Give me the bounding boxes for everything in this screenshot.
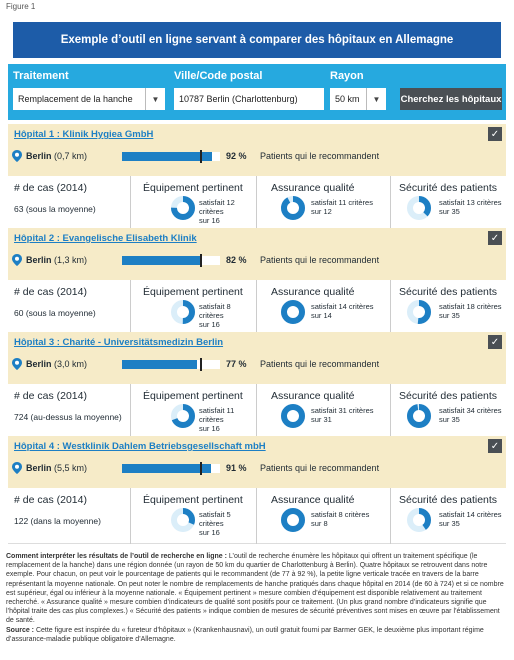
equipment-column (130, 384, 256, 440)
quality-criteria (311, 510, 369, 528)
chevron-down-icon[interactable]: ▼ (366, 88, 386, 110)
checkbox-checked-icon[interactable]: ✓ (488, 127, 502, 141)
recommend-bar-fill (122, 256, 202, 265)
equipment-criteria-line2: sur 16 (199, 424, 220, 433)
safety-column (390, 488, 506, 544)
criteria-donut (407, 404, 431, 428)
criteria-donut (171, 404, 195, 428)
page-title: Exemple d’outil en ligne servant à comparer des hôpitaux en Allemagne (60, 34, 454, 46)
hospital-metrics (8, 176, 506, 232)
hospital-city: Berlin (26, 255, 52, 265)
quality-criteria-line2: sur 8 (311, 519, 328, 528)
recommend-bar (122, 360, 220, 369)
search-hospitals-button[interactable] (400, 88, 502, 110)
quality-criteria-line1: satisfait 31 critères (311, 406, 374, 415)
equipment-criteria (199, 510, 256, 537)
recommend-percent: 92 % (226, 151, 247, 161)
checkbox-checked-icon[interactable]: ✓ (488, 335, 502, 349)
recommend-label: Patients qui le recommandent (260, 359, 380, 369)
chevron-down-icon[interactable]: ▼ (145, 88, 165, 110)
equipment-title: Équipement pertinent (143, 286, 243, 298)
recommend-percent: 91 % (226, 463, 247, 473)
safety-criteria (439, 198, 502, 216)
hospital-header (8, 332, 506, 384)
recommend-percent: 77 % (226, 359, 247, 369)
hospital-distance: (0,7 km) (54, 151, 88, 161)
radius-select[interactable] (330, 88, 366, 110)
equipment-criteria-line1: satisfait 5 critères (199, 510, 231, 528)
cases-title: # de cas (2014) (14, 286, 87, 298)
safety-criteria (439, 406, 502, 424)
hospital-header (8, 124, 506, 176)
hospital-header (8, 436, 506, 488)
cases-column (8, 176, 130, 232)
hospital-card (8, 436, 506, 544)
national-average-marker (200, 254, 202, 267)
city-value: 10787 Berlin (Charlottenburg) (179, 94, 298, 104)
hospital-location (26, 463, 87, 473)
safety-column (390, 384, 506, 440)
recommend-label: Patients qui le recommandent (260, 151, 380, 161)
hospital-header (8, 228, 506, 280)
hospital-name-link[interactable]: Hôpital 4 : Westklinik Dahlem Betriebsgesellschaft mbH (14, 441, 266, 452)
cases-value: 122 (dans la moyenne) (14, 516, 101, 526)
equipment-title: Équipement pertinent (143, 390, 243, 402)
hospital-card (8, 332, 506, 440)
criteria-donut (407, 196, 431, 220)
safety-title: Sécurité des patients (399, 286, 498, 298)
figure-label: Figure 1 (6, 2, 36, 11)
note-body: L’outil de recherche énumère les hôpitaux qui offrent un traitement spécifique (le remplacement de la hanche) dans une région donnée (un rayon de 50 km du quartier de Charlottenburg à Berlin). Quatre hôpitaux se retrouvent dans notre exemple. Pour chacun, on peut voir le pourcentage de patients qui le recommandent (de 77 à 92 %), la petite ligne verticale tracée en travers de la barre représentant la moyenne nationale. On peut noter le nombre de remplacements de hanche pratiqués dans chaque hôpital en 2014 (de 60 à 724) et si ce nombre est supérieur, égal ou inférieur à la moyenne nationale. « Équipement pertinent » mesure combien d’équipement est disponible relativement au traitement recherché. « Assurance qualité » mesure combien d’indicateurs de qualité sont positifs pour ce traitement. (Un plus grand nombre d’indicateurs signifie que l’hôpital traite des cas plus complexes.) « Sécurité des patients » indique combien de mesures de sécurité préventives sont mises en œuvre par l’établissement de santé. (6, 553, 504, 625)
safety-criteria (439, 302, 502, 320)
recommend-label: Patients qui le recommandent (260, 463, 380, 473)
national-average-marker (200, 150, 202, 163)
hospital-distance: (5,5 km) (54, 463, 88, 473)
criteria-donut (407, 508, 431, 532)
treatment-select[interactable] (13, 88, 145, 110)
quality-column (256, 280, 390, 336)
hospital-metrics (8, 280, 506, 336)
radius-value: 50 km (335, 94, 360, 104)
equipment-column (130, 488, 256, 544)
city-label: Ville/Code postal (174, 70, 263, 82)
safety-criteria-line2: sur 35 (439, 207, 460, 216)
safety-title: Sécurité des patients (399, 494, 498, 506)
criteria-donut (281, 508, 305, 532)
quality-title: Assurance qualité (271, 182, 355, 194)
note-heading: Comment interpréter les résultats de l’outil de recherche en ligne : (6, 553, 227, 560)
quality-criteria-line1: satisfait 14 critères (311, 302, 374, 311)
national-average-marker (200, 358, 202, 371)
quality-criteria (311, 198, 373, 216)
checkbox-checked-icon[interactable]: ✓ (488, 231, 502, 245)
safety-title: Sécurité des patients (399, 182, 498, 194)
cases-title: # de cas (2014) (14, 390, 87, 402)
recommend-bar-fill (122, 152, 212, 161)
criteria-donut (407, 300, 431, 324)
quality-column (256, 488, 390, 544)
hospital-metrics (8, 488, 506, 544)
hospital-distance: (3,0 km) (54, 359, 88, 369)
safety-column (390, 280, 506, 336)
safety-criteria-line1: satisfait 13 critères (439, 198, 502, 207)
hospital-card (8, 228, 506, 336)
cases-title: # de cas (2014) (14, 494, 87, 506)
hospital-name-link[interactable]: Hôpital 3 : Charité - Universitätsmedizin Berlin (14, 337, 224, 348)
national-average-marker (200, 462, 202, 475)
recommend-bar-fill (122, 360, 197, 369)
quality-criteria (311, 406, 374, 424)
location-pin-icon (12, 254, 22, 266)
cases-column (8, 488, 130, 544)
quality-title: Assurance qualité (271, 494, 355, 506)
safety-criteria-line2: sur 35 (439, 415, 460, 424)
criteria-donut (171, 300, 195, 324)
equipment-column (130, 176, 256, 232)
cases-column (8, 280, 130, 336)
hospital-city: Berlin (26, 463, 52, 473)
safety-criteria-line1: satisfait 18 critères (439, 302, 502, 311)
treatment-value: Remplacement de la hanche (18, 94, 133, 104)
hospital-city: Berlin (26, 359, 52, 369)
equipment-criteria-line1: satisfait 12 critères (199, 198, 235, 216)
safety-criteria-line1: satisfait 34 critères (439, 406, 502, 415)
safety-criteria-line2: sur 35 (439, 311, 460, 320)
source-heading: Source : (6, 626, 35, 634)
hospital-name-link[interactable]: Hôpital 1 : Klinik Hygiea GmbH (14, 129, 154, 140)
safety-criteria-line2: sur 35 (439, 519, 460, 528)
equipment-criteria-line2: sur 16 (199, 320, 220, 329)
cases-value: 724 (au-dessus la moyenne) (14, 412, 122, 422)
hospital-location (26, 151, 87, 161)
equipment-title: Équipement pertinent (143, 494, 243, 506)
explanatory-note (6, 552, 508, 644)
hospital-location (26, 359, 87, 369)
page-title-banner (13, 22, 501, 58)
safety-criteria (439, 510, 502, 528)
criteria-donut (281, 300, 305, 324)
cases-column (8, 384, 130, 440)
equipment-criteria-line2: sur 16 (199, 528, 220, 537)
equipment-criteria (199, 406, 256, 433)
treatment-label: Traitement (13, 70, 69, 82)
cases-value: 63 (sous la moyenne) (14, 204, 96, 214)
quality-column (256, 384, 390, 440)
hospital-location (26, 255, 87, 265)
search-panel (8, 64, 506, 120)
criteria-donut (171, 196, 195, 220)
recommend-bar (122, 152, 220, 161)
quality-criteria-line2: sur 12 (311, 207, 332, 216)
source-body: Cette figure est inspirée du « fureteur d’hôpitaux » (Krankenhausnavi), un outil gratuit fourni par Barmer GEK, le deuxième plus important régime d’assurance-maladie publique obligatoire d’Allemagne. (6, 626, 484, 643)
equipment-criteria-line2: sur 16 (199, 216, 220, 225)
recommend-label: Patients qui le recommandent (260, 255, 380, 265)
criteria-donut (171, 508, 195, 532)
checkbox-checked-icon[interactable]: ✓ (488, 439, 502, 453)
cases-title: # de cas (2014) (14, 182, 87, 194)
safety-criteria-line1: satisfait 14 critères (439, 510, 502, 519)
quality-column (256, 176, 390, 232)
hospital-distance: (1,3 km) (54, 255, 88, 265)
quality-title: Assurance qualité (271, 286, 355, 298)
equipment-criteria (199, 302, 256, 329)
criteria-donut (281, 404, 305, 428)
criteria-donut (281, 196, 305, 220)
equipment-title: Équipement pertinent (143, 182, 243, 194)
quality-criteria (311, 302, 374, 320)
quality-criteria-line1: satisfait 11 critères (311, 198, 373, 207)
recommend-percent: 82 % (226, 255, 247, 265)
city-input[interactable] (174, 88, 324, 110)
search-button-label: Cherchez les hôpitaux (400, 93, 502, 105)
quality-title: Assurance qualité (271, 390, 355, 402)
recommend-bar (122, 464, 220, 473)
radius-label: Rayon (330, 70, 364, 82)
hospital-name-link[interactable]: Hôpital 2 : Evangelische Elisabeth Klinik (14, 233, 197, 244)
cases-value: 60 (sous la moyenne) (14, 308, 96, 318)
hospital-city: Berlin (26, 151, 52, 161)
equipment-criteria-line1: satisfait 11 critères (199, 406, 235, 424)
safety-column (390, 176, 506, 232)
location-pin-icon (12, 358, 22, 370)
quality-criteria-line2: sur 31 (311, 415, 332, 424)
hospital-card (8, 124, 506, 232)
recommend-bar (122, 256, 220, 265)
quality-criteria-line1: satisfait 8 critères (311, 510, 370, 519)
quality-criteria-line2: sur 14 (311, 311, 332, 320)
safety-title: Sécurité des patients (399, 390, 498, 402)
equipment-column (130, 280, 256, 336)
location-pin-icon (12, 150, 22, 162)
location-pin-icon (12, 462, 22, 474)
recommend-bar-fill (122, 464, 211, 473)
equipment-criteria (199, 198, 256, 225)
equipment-criteria-line1: satisfait 8 critères (199, 302, 231, 320)
hospital-metrics (8, 384, 506, 440)
